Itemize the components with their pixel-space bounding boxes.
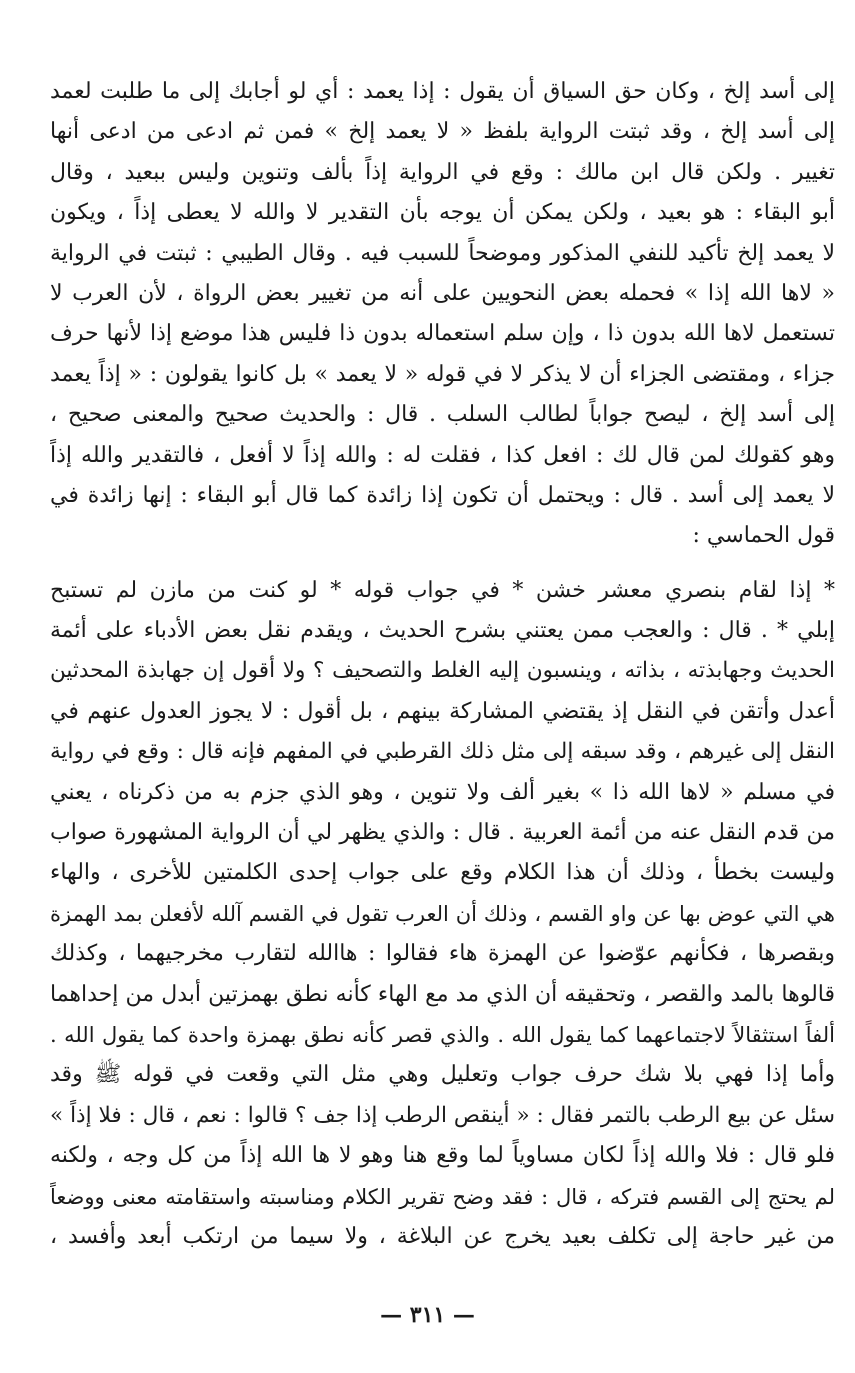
text-line: الحديث وجهابذته ، بذاته ، وينسبون إليه الغلط والتصحيف ؟ ولا أقول إن جهابذة المحدثين: [50, 658, 835, 684]
text-line: قالوها بالمد والقصر ، وتحقيقه أن الذي مد مع الهاء كأنه نطق بهمزتين أبدل من إحداهما: [50, 981, 835, 1007]
text-line: لا يعمد إلخ تأكيد للنفي المذكور وموضحاً للسبب فيه . وقال الطيبي : ثبتت في الرواية: [50, 240, 835, 266]
text-line: هي التي عوض بها عن واو القسم ، وذلك أن العرب تقول في القسم آلله لأفعلن بمد الهمزة: [50, 901, 835, 926]
text-line: ألفاً استثقالاً لاجتماعهما كما يقول الله . والذي قصر كأنه نطق بهمزة واحدة كما يقول الله .: [50, 1022, 835, 1047]
text-line: النقل إلى غيرهم ، وقد سبقه إلى مثل ذلك القرطبي في المفهم فإنه قال : وقع في رواية: [50, 739, 835, 765]
text-line: سئل عن بيع الرطب بالتمر فقال : « أينقص الرطب إذا جف ؟ قالوا : نعم ، قال : فلا إذاً »: [50, 1102, 835, 1128]
paragraph-1: [50, 72, 835, 557]
text-line: إلى أسد إلخ ، وقد ثبتت الرواية بلفظ « لا يعمد إلخ » فمن ثم ادعى من ادعى أنها: [50, 119, 835, 145]
text-line: * إذا لقام بنصري معشر خشن * في جواب قوله * لو كنت من مازن لم تستبح: [50, 577, 835, 603]
text-line: « لاها الله إذا » فحمله بعض النحويين على أنه من تغيير بعض الرواة ، لأن العرب لا: [50, 280, 835, 306]
text-line: إلى أسد إلخ ، ليصح جواباً لطالب السلب . قال : والحديث صحيح والمعنى صحيح ،: [50, 402, 835, 428]
text-line: وليست بخطأ ، وذلك أن هذا الكلام وقع على جواب إحدى الكلمتين للأخرى ، والهاء: [50, 860, 835, 886]
text-line: جزاء ، ومقتضى الجزاء أن لا يذكر لا في قوله « لا يعمد » بل كانوا يقولون : « إذاً يعمد: [50, 361, 835, 387]
text-line: إبلي * . قال : والعجب ممن يعتني بشرح الحديث ، ويقدم نقل بعض الأدباء على أئمة: [50, 618, 835, 644]
document-page: [50, 72, 835, 1257]
text-line: وأما إذا فهي بلا شك حرف جواب وتعليل وهي مثل التي وقعت في قوله ﷺ وقد: [50, 1062, 835, 1088]
text-line: فلو قال : فلا والله إذاً لكان مساوياً لما وقع هنا وهو لا ها الله إذاً من كل وجه ، ولكنه: [50, 1143, 835, 1169]
text-line: في مسلم « لاها الله ذا » بغير ألف ولا تنوين ، وهو الذي جزم به من ذكرناه ، يعني: [50, 779, 835, 805]
text-line: تغيير . ولكن قال ابن مالك : وقع في الرواية إذاً بألف وتنوين وليس ببعيد ، وقال: [50, 159, 835, 185]
text-line: لم يحتج إلى القسم فتركه ، قال : فقد وضح تقرير الكلام ومناسبته واستقامته معنى ووضعاً: [50, 1184, 835, 1209]
paragraph-gap: [50, 557, 835, 571]
page-number: — ٣١١ —: [380, 1302, 475, 1328]
text-line: إلى أسد إلخ ، وكان حق السياق أن يقول : إذا يعمد : أي لو أجابك إلى ما طلبت لعمد: [50, 79, 835, 104]
text-line: أبو البقاء : هو بعيد ، ولكن يمكن أن يوجه بأن التقدير لا والله لا يعطى إذاً ، ويكون: [50, 200, 835, 226]
text-line: وهو كقولك لمن قال لك : افعل كذا ، فقلت له : والله إذاً لا أفعل ، فالتقدير والله إذاً: [50, 442, 835, 468]
text-line: تستعمل لاها الله بدون ذا ، وإن سلم استعماله بدون ذا فليس هذا موضع إذا لأنها حرف: [50, 321, 835, 347]
paragraph-2: [50, 571, 835, 1258]
text-line: لا يعمد إلى أسد . قال : ويحتمل أن تكون إذا زائدة كما قال أبو البقاء : إنها زائدة في: [50, 482, 835, 508]
text-line: أعدل وأتقن في النقل إذ يقتضي المشاركة بينهم ، بل أقول : لا يجوز العدول عنهم في: [50, 698, 835, 724]
text-line: وبقصرها ، فكأنهم عوّضوا عن الهمزة هاء فقالوا : هاالله لتقارب مخرجيهما ، وكذلك: [50, 941, 835, 967]
text-line: من قدم النقل عنه من أئمة العربية . قال : والذي يظهر لي أن الرواية المشهورة صواب: [50, 820, 835, 846]
text-line: من غير حاجة إلى تكلف بعيد يخرج عن البلاغة ، ولا سيما من ارتكب أبعد وأفسد ،: [50, 1223, 835, 1249]
text-line: قول الحماسي :: [692, 523, 835, 549]
